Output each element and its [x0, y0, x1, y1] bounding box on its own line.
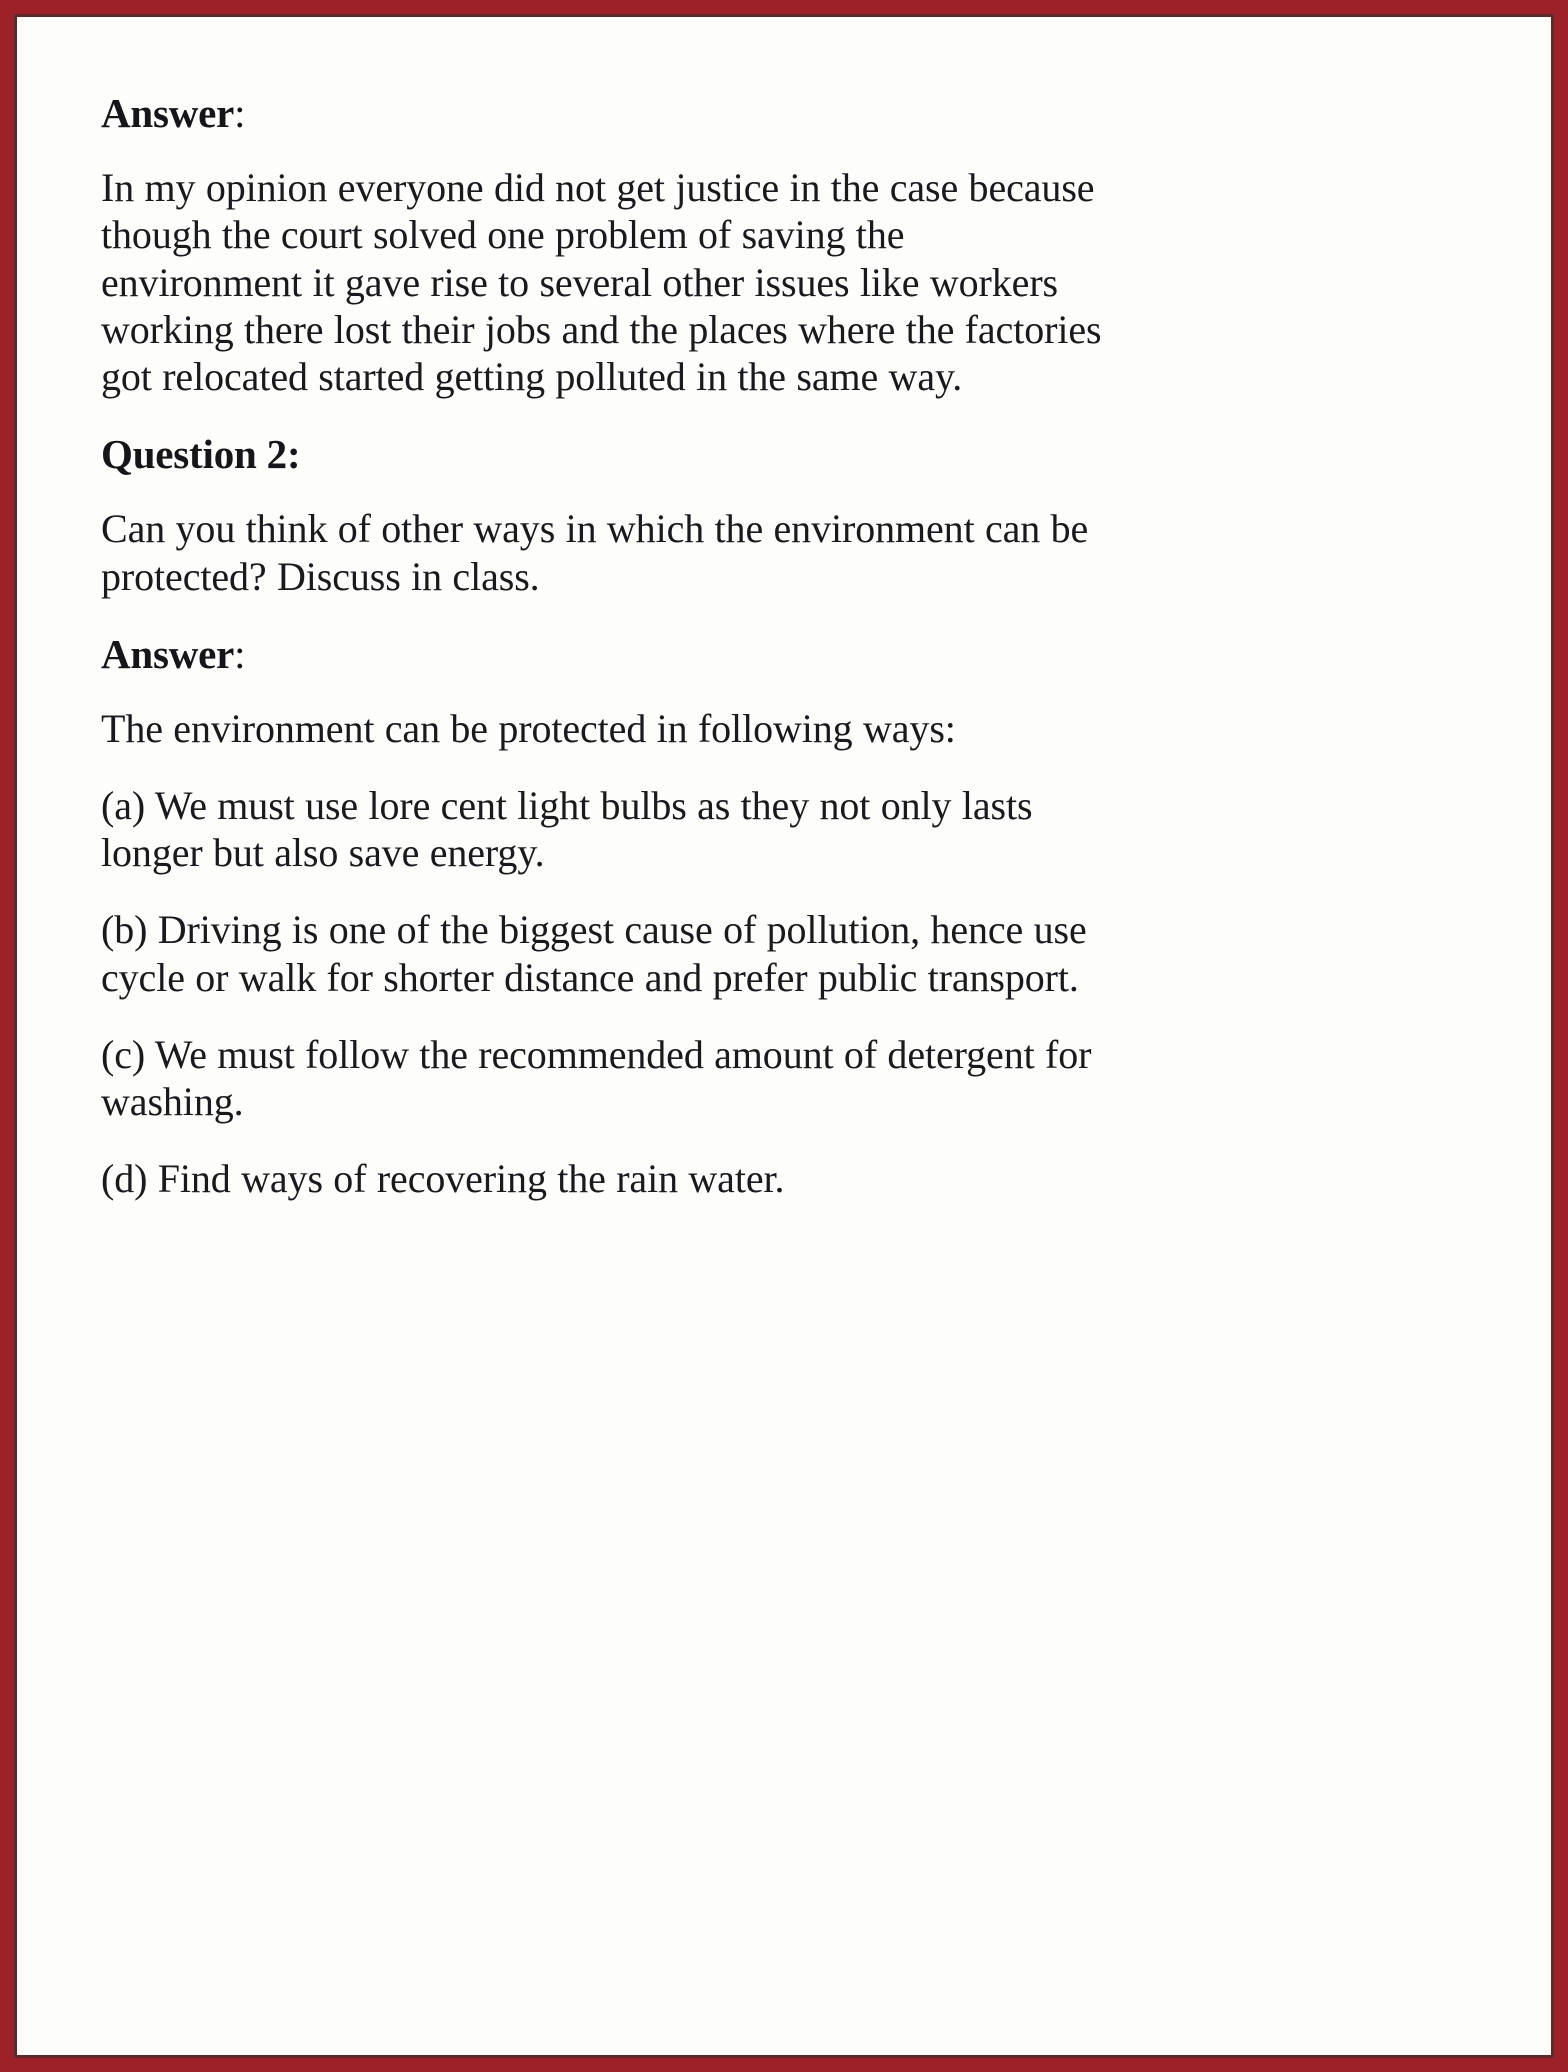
answer-1-heading-colon: : — [234, 90, 246, 136]
document-body — [101, 89, 1111, 1202]
answer-2-intro-paragraph: The environment can be protected in following ways: — [101, 705, 956, 751]
way-item-d: (d) Find ways of recovering the rain water. — [101, 1156, 785, 1202]
page-sheet — [14, 14, 1554, 2058]
way-item-b: (b) Driving is one of the biggest cause of pollution, hence use cycle or walk for shorter distance and prefer public transport. — [101, 907, 1087, 1000]
answer-1-paragraph: In my opinion everyone did not get justice in the case because though the court solved one problem of saving the environment it gave rise to several other issues like workers working there lost their jobs and the places where the factories got relocated started getting polluted in the same way. — [101, 165, 1102, 399]
question-2-heading: Question 2: — [101, 431, 301, 478]
question-2-paragraph: Can you think of other ways in which the environment can be protected? Discuss in class. — [101, 506, 1089, 599]
answer-2-heading-label: Answer — [101, 630, 235, 677]
way-item-a: (a) We must use lore cent light bulbs as they not only lasts longer but also save energy. — [101, 783, 1033, 876]
way-item-c: (c) We must follow the recommended amount of detergent for washing. — [101, 1031, 1092, 1124]
answer-2-heading-colon: : — [234, 630, 246, 677]
answer-1-heading — [101, 89, 1111, 138]
answer-2-heading — [101, 630, 1111, 679]
answer-1-heading-label: Answer — [101, 90, 235, 136]
